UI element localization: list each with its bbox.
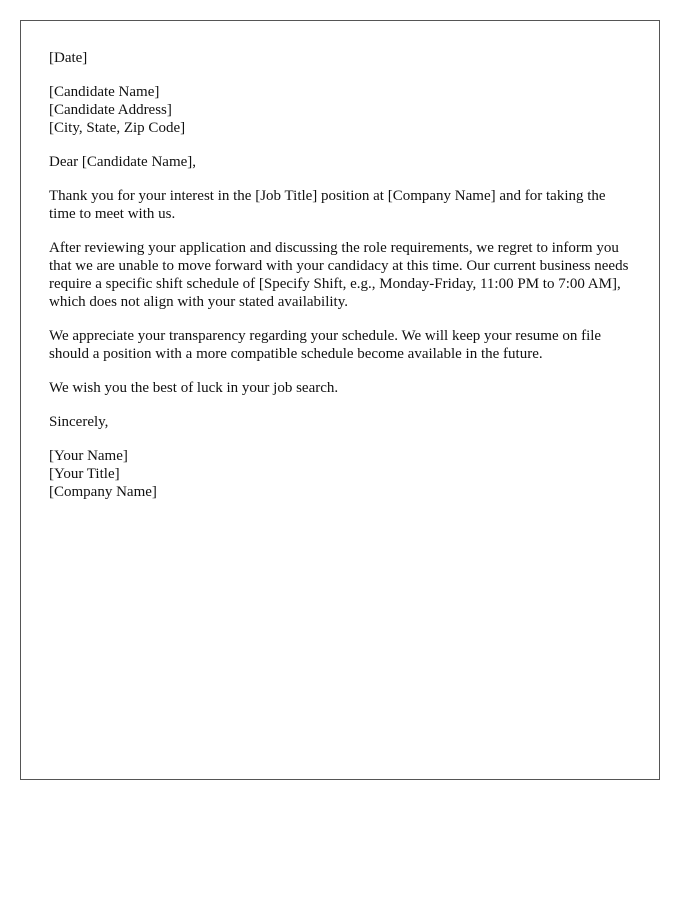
salutation: Dear [Candidate Name], [49,154,197,170]
signature-title: [Your Title] [49,466,120,482]
date-block [49,49,631,67]
body-paragraph-4: We wish you the best of luck in your job search. [49,380,339,396]
recipient-name: [Candidate Name] [49,84,160,100]
recipient-address: [Candidate Address] [49,102,172,118]
recipient-city-state-zip: [City, State, Zip Code] [49,120,186,136]
signature-name: [Your Name] [49,448,128,464]
signature-block [49,447,631,501]
letter-page [20,20,660,780]
closing: Sincerely, [49,414,109,430]
body-paragraph-1: Thank you for your interest in the [Job Title] position at [Company Name] and for taking the time to meet with us. [49,188,606,222]
recipient-block [49,83,631,137]
letter-date: [Date] [49,50,88,66]
signature-company: [Company Name] [49,484,157,500]
body-paragraph-3: We appreciate your transparency regarding your schedule. We will keep your resume on file should a position with a more compatible schedule become available in the future. [49,328,602,362]
body-paragraph-2: After reviewing your application and discussing the role requirements, we regret to inform you that we are unable to move forward with your candidacy at this time. Our current business needs require a specific shift schedule of [Specify Shift, e.g., Monday-Friday, 11:00 PM to 7:00 AM], which does not align with your stated availability. [49,240,629,310]
